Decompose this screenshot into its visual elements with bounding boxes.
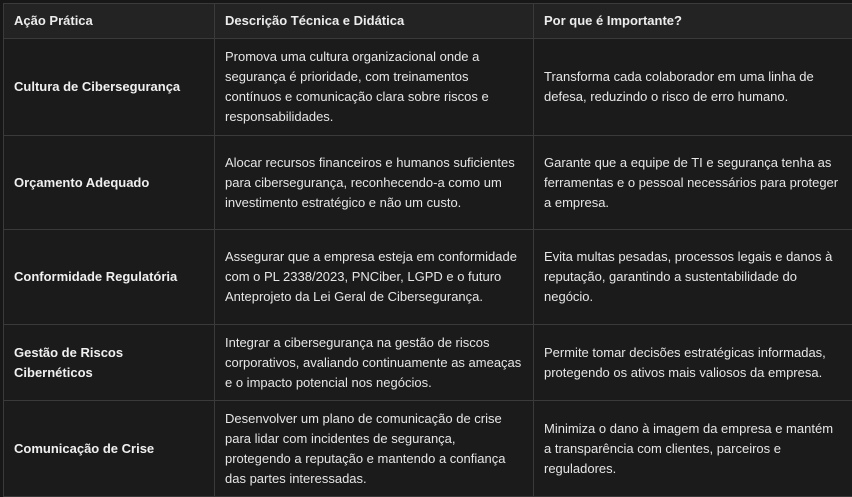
table-row xyxy=(4,136,852,230)
description-cell: Alocar recursos financeiros e humanos suficientes para cibersegurança, reconhecendo-a como um investimento estratégico e não um custo. xyxy=(215,136,534,230)
action-cell: Comunicação de Crise xyxy=(4,401,215,497)
table-row xyxy=(4,230,852,325)
table-header xyxy=(4,4,852,39)
importance-cell: Garante que a equipe de TI e segurança tenha as ferramentas e o pessoal necessários para proteger a empresa. xyxy=(534,136,852,230)
action-cell: Gestão de Riscos Cibernéticos xyxy=(4,325,215,401)
description-cell: Integrar a cibersegurança na gestão de riscos corporativos, avaliando continuamente as ameaças e o impacto potencial nos negócios. xyxy=(215,325,534,401)
action-cell: Orçamento Adequado xyxy=(4,136,215,230)
importance-cell: Minimiza o dano à imagem da empresa e mantém a transparência com clientes, parceiros e reguladores. xyxy=(534,401,852,497)
importance-cell: Transforma cada colaborador em uma linha de defesa, reduzindo o risco de erro humano. xyxy=(534,39,852,136)
description-cell: Promova uma cultura organizacional onde a segurança é prioridade, com treinamentos contínuos e comunicação clara sobre riscos e responsabilidades. xyxy=(215,39,534,136)
column-header-importance: Por que é Importante? xyxy=(534,4,852,39)
importance-cell: Permite tomar decisões estratégicas informadas, protegendo os ativos mais valiosos da empresa. xyxy=(534,325,852,401)
description-cell: Desenvolver um plano de comunicação de crise para lidar com incidentes de segurança, protegendo a reputação e mantendo a confiança das partes interessadas. xyxy=(215,401,534,497)
column-header-description: Descrição Técnica e Didática xyxy=(215,4,534,39)
action-cell: Cultura de Cibersegurança xyxy=(4,39,215,136)
action-table xyxy=(3,3,852,497)
table-row xyxy=(4,39,852,136)
table-body xyxy=(4,39,852,497)
importance-cell: Evita multas pesadas, processos legais e danos à reputação, garantindo a sustentabilidade do negócio. xyxy=(534,230,852,325)
action-cell: Conformidade Regulatória xyxy=(4,230,215,325)
table-row xyxy=(4,325,852,401)
column-header-action: Ação Prática xyxy=(4,4,215,39)
description-cell: Assegurar que a empresa esteja em conformidade com o PL 2338/2023, PNCiber, LGPD e o futuro Anteprojeto da Lei Geral de Cibersegurança. xyxy=(215,230,534,325)
table-row xyxy=(4,401,852,497)
header-row xyxy=(4,4,852,39)
